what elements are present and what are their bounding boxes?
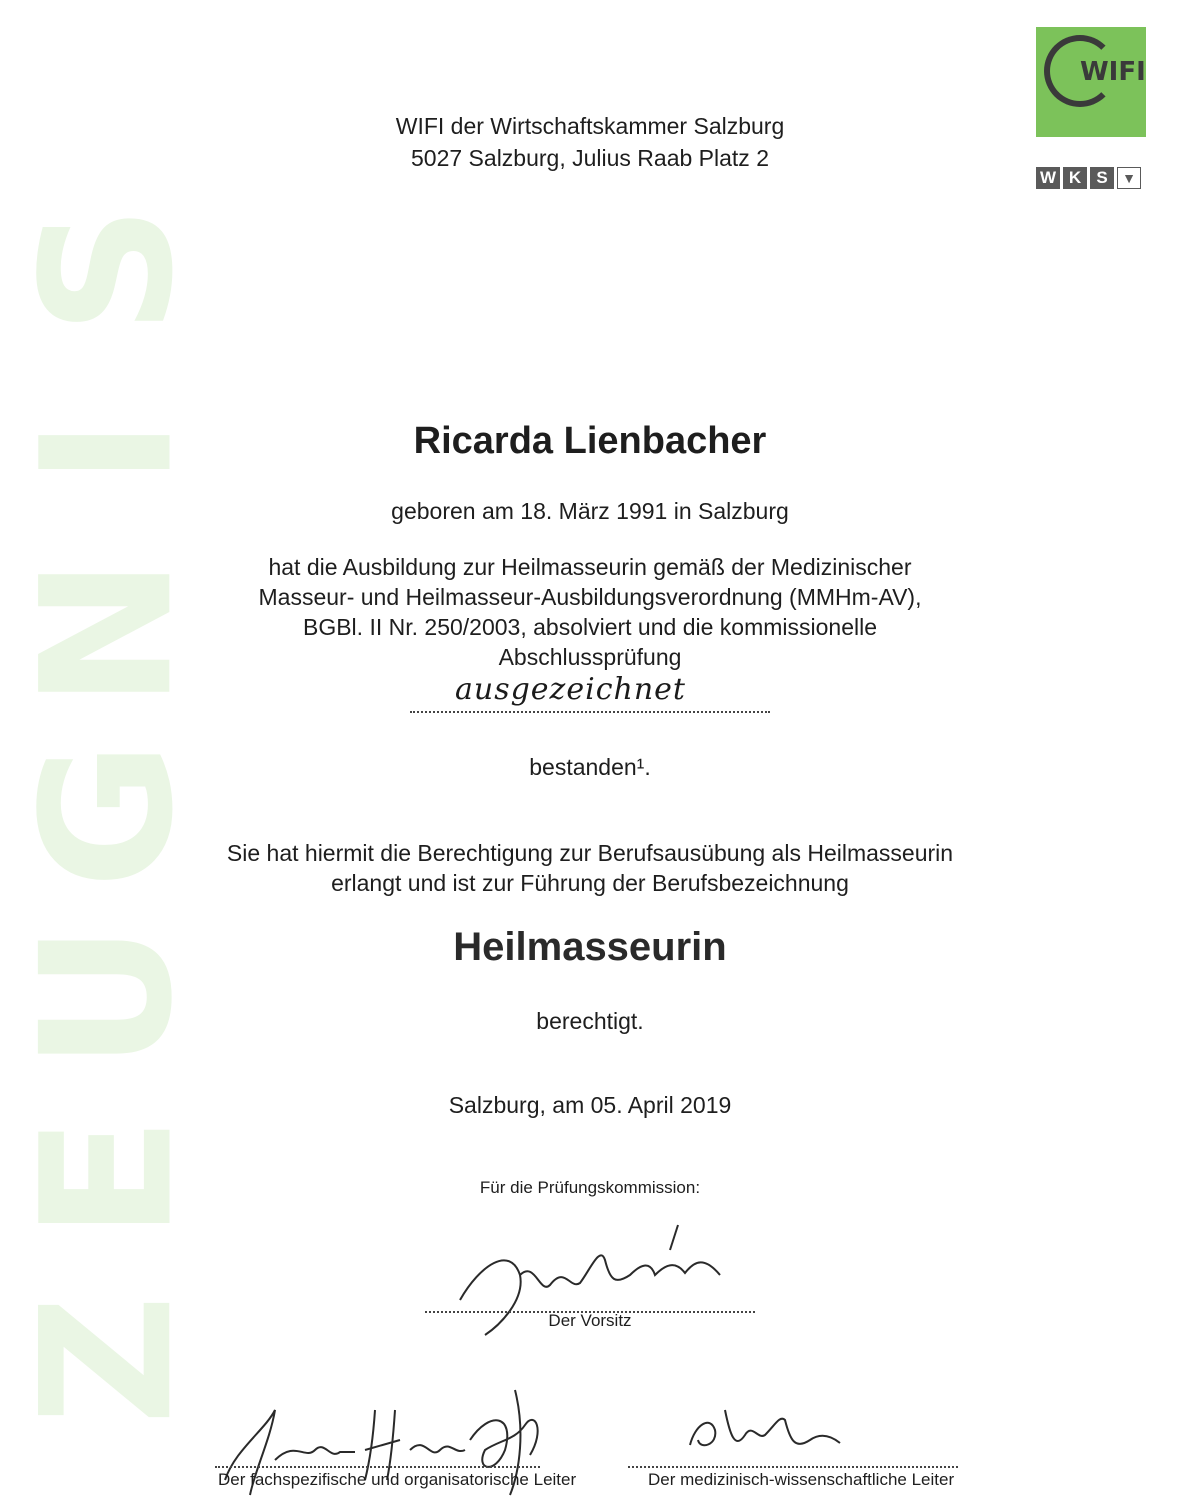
training-line-1: hat die Ausbildung zur Heilmasseurin gemäß der Medizinischer [268,554,912,580]
watermark-letter: U [3,923,213,1070]
zeugnis-watermark [0,190,213,1440]
right-dotted-line [628,1466,958,1468]
watermark-letter: N [3,557,213,709]
grade-dotted-line [410,711,770,713]
chair-label: Der Vorsitz [548,1311,632,1330]
issuer-name: WIFI der Wirtschaftskammer Salzburg [395,113,785,139]
commission-label: Für die Prüfungskommission: [479,1178,701,1197]
watermark-letter: I [3,418,213,486]
entitlement-statement [0,838,1180,898]
right-signer-label: Der medizinisch-wissenschaftliche Leiter [648,1470,955,1489]
logo-text: WIFI [1080,57,1146,87]
training-line-3: BGBl. II Nr. 250/2003, absolviert und die kommissionelle [302,614,877,640]
issuer-address [0,110,1180,174]
logo-letter-w: W [1036,167,1060,189]
birth-info: geboren am 18. März 1991 in Salzburg [391,498,789,524]
logo-letter-k: K [1063,167,1087,189]
left-dotted-line [215,1466,540,1468]
left-signer-label: Der fachspezifische und organisatorische Leiter [218,1470,577,1489]
grade-line [0,700,1180,718]
logo-letter-s: S [1090,167,1114,189]
watermark-letter: E [3,1116,213,1240]
entitlement-line-1: Sie hat hiermit die Berechtigung zur Berufsausübung als Heilmasseurin [226,840,954,866]
watermark-letter: S [3,205,213,335]
passed-text: bestanden¹. [529,754,651,780]
issuer-street: 5027 Salzburg, Julius Raab Platz 2 [411,145,769,171]
logo-arrow-icon: ▼ [1117,167,1141,189]
entitlement-line-2: erlangt und ist zur Führung der Berufsbezeichnung [331,870,849,896]
recipient-name: Ricarda Lienbacher [413,420,767,462]
training-statement [0,552,1180,672]
training-line-4: Abschlussprüfung [498,644,682,670]
authorized-text: berechtigt. [536,1008,644,1034]
place-date: Salzburg, am 05. April 2019 [448,1092,732,1118]
grade-handwritten: ausgezeichnet [455,672,686,707]
training-line-2: Masseur- und Heilmasseur-Ausbildungsverordnung (MMHm-AV), [258,584,922,610]
watermark-letter: Z [3,1294,213,1426]
profession-title: Heilmasseurin [453,925,727,969]
watermark-letter: G [3,741,213,889]
